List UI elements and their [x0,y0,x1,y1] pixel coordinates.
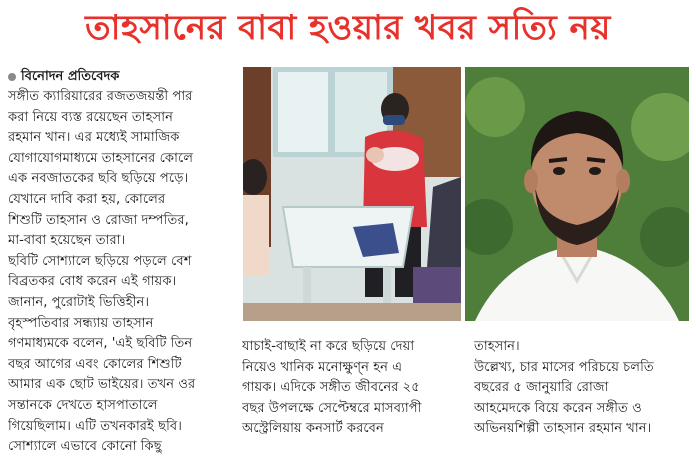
text-line: জানান, পুরোটাই ভিত্তিহীন। [8,294,150,310]
text-line: বছর উপলক্ষে সেপ্টেম্বরে মাসব্যাপী [242,400,422,416]
text-line: সোশ্যালে এভাবে কোনো কিছু [8,439,162,455]
text-line: বছর আগের এবং কোলের শিশুটি [8,356,182,372]
column-1-body [8,87,236,458]
byline-text: বিনোদন প্রতিবেদক [21,68,120,84]
headline: তাহসানের বাবা হওয়ার খবর সত্যি নয় [85,7,611,48]
text-line: করা নিয়ে ব্যস্ত রয়েছেন তাহসান [8,109,173,125]
text-line: শিশুটি তাহসান ও রোজা দম্পতির, [8,212,189,228]
text-line: গায়ক। এদিকে সঙ্গীত জীবনের ২৫ [242,380,420,396]
text-line: সন্তানকে দেখতে হাসপাতালে [8,397,158,413]
text-line: অস্ট্রেলিয়ায় কনসার্ট করবেন [242,421,384,437]
text-line: অভিনয়শিল্পী তাহসান রহমান খান। [474,421,652,437]
byline [8,67,236,87]
text-line: এক নবজাতকের ছবি ছড়িয়ে পড়ে। [8,171,189,187]
text-line: বছরের ৫ জানুয়ারি রোজা [474,380,609,396]
text-line: গণমাধ্যমকে বলেন, 'এই ছবিটি তিন [8,336,193,352]
text-line: যোগাযোগমাধ্যমে তাহসানের কোলে [8,150,194,166]
article-column-2 [242,337,464,440]
text-line: ছবিটি সোশ্যালে ছড়িয়ে পড়লে বেশ [8,253,192,269]
text-line: তাহসান। [474,339,520,354]
text-line: গিয়েছিলাম। এটি তখনকারই ছবি। [8,418,182,434]
text-line: নিয়েও খানিক মনোক্ষুণ্ন হন এ [242,359,403,375]
bullet-icon [8,73,16,81]
hospital-photo [243,67,461,321]
text-line: যেখানে দাবি করা হয়, কোলের [8,191,166,207]
text-line: বিব্রতকর বোধ করেন এই গায়ক। [8,274,177,290]
text-line: বৃহস্পতিবার সন্ধ্যায় তাহসান [8,315,154,331]
text-line: আহমেদকে বিয়ে করেন সঙ্গীত ও [474,400,642,416]
text-line: সঙ্গীত ক্যারিয়ারের রজতজয়ন্তী পার [8,89,193,104]
article-column-1 [8,67,236,458]
text-line: রহমান খান। এর মধ্যেই সামাজিক [8,130,180,146]
text-line: আমার এক ছোট ভাইয়ের। তখন ওর [8,377,196,393]
text-line: যাচাই-বাছাই না করে ছড়িয়ে দেয়া [242,339,415,354]
portrait-photo [465,67,689,321]
article-column-3 [474,337,692,440]
text-line: মা-বাবা হয়েছেন তারা। [8,233,126,249]
text-line: উল্লেখ্য, চার মাসের পরিচয়ে চলতি [474,359,654,375]
